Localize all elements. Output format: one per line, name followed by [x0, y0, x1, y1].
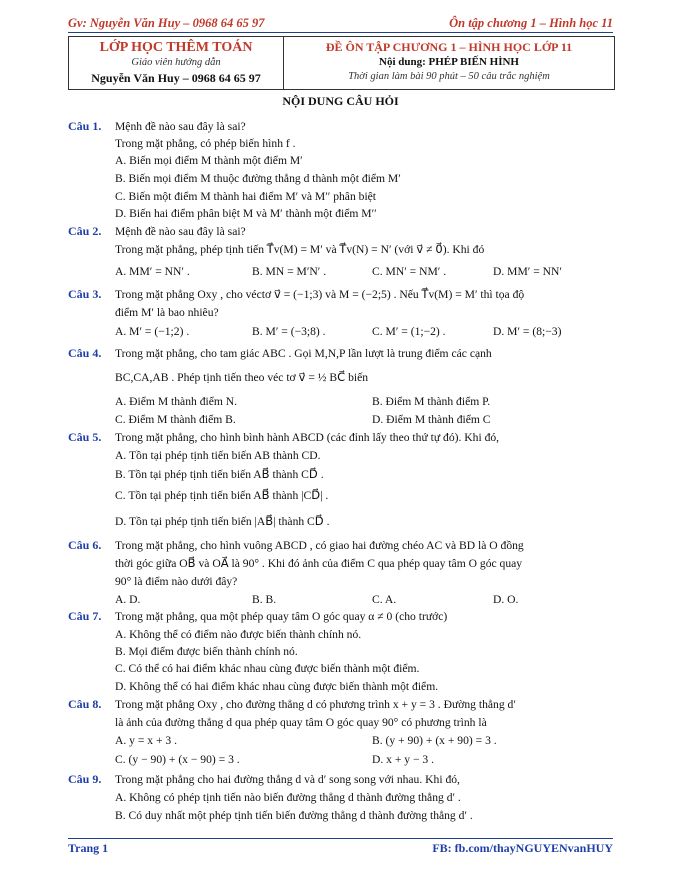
answer-option: B. Biến mọi điểm M thuộc đường thẳng d thành một điểm M′	[115, 172, 401, 185]
question-number: Câu 2.	[68, 224, 102, 238]
exam-title: ĐỀ ÔN TẬP CHƯƠNG 1 – HÌNH HỌC LỚP 11	[325, 40, 573, 54]
exam-topic: Nội dung: PHÉP BIẾN HÌNH	[379, 56, 519, 68]
answer-option: D. x + y − 3 .	[372, 753, 435, 766]
question-number: Câu 8.	[68, 697, 102, 711]
answer-option: C. (y − 90) + (x − 90) = 3 .	[115, 753, 240, 766]
answer-option: C. MN′ = NM′ .	[372, 265, 447, 278]
question-text: Trong mặt phẳng, cho tam giác ABC . Gọi M,N,P lần lượt là trung điểm các cạnh	[115, 347, 492, 360]
answer-option: C. M′ = (1;−2) .	[372, 325, 446, 338]
question-number: Câu 3.	[68, 287, 102, 301]
question-text: thời góc giữa OB⃗ và OA⃗ là 90° . Khi đó ảnh của điểm C qua phép quay tâm O góc quay	[115, 557, 523, 570]
question-text: Trong mặt phẳng Oxy , cho đường thẳng d có phương trình x + y = 3 . Đường thẳng d′	[115, 698, 516, 711]
answer-option: B. MN = M′N′ .	[252, 265, 327, 278]
answer-option: A. Không có phép tịnh tiến nào biến đường thẳng d thành đường thẳng d′ .	[115, 791, 461, 804]
question-text: Trong mặt phẳng, có phép biến hình f .	[115, 137, 296, 150]
page-header	[68, 15, 613, 33]
answer-option: A. M′ = (−1;2) .	[115, 325, 190, 338]
answer-option: C. Có thể có hai điểm khác nhau cùng được biến thành một điểm.	[115, 662, 420, 675]
answer-option: B. Tồn tại phép tịnh tiến biến AB⃗ thành CD⃗ .	[115, 468, 324, 481]
page-footer	[68, 838, 613, 855]
answer-option: A. Biến mọi điểm M thành một điểm M′	[115, 154, 303, 167]
answer-option: D. O.	[493, 593, 519, 606]
question-text: BC,CA,AB . Phép tịnh tiến theo véc tơ v⃗ = ½ BC⃗ biến	[115, 371, 369, 384]
facebook-link[interactable]: FB: fb.com/thayNGUYENvanHUY	[432, 841, 613, 855]
answer-option: D. M′ = (8;−3)	[493, 325, 562, 338]
question-number: Câu 4.	[68, 346, 102, 360]
question-text: Trong mặt phẳng Oxy , cho véctơ v⃗ = (−1;3) và M = (−2;5) . Nếu T⃗v(M) = M′ thì tọa độ	[115, 288, 525, 301]
answer-option: D. Tồn tại phép tịnh tiến biến |AB⃗| thành CD⃗ .	[115, 515, 330, 528]
question-text: Trong mặt phẳng, qua một phép quay tâm O góc quay α ≠ 0 (cho trước)	[115, 610, 448, 623]
answer-option: A. Không thể có điểm nào được biến thành chính nó.	[115, 628, 362, 641]
title-box	[68, 36, 615, 90]
answer-option: B. M′ = (−3;8) .	[252, 325, 326, 338]
answer-option: C. A.	[372, 593, 397, 606]
answer-option: C. Điểm M thành điểm B.	[115, 413, 236, 426]
question-number: Câu 6.	[68, 538, 102, 552]
answer-option: B. B.	[252, 593, 277, 606]
answer-option: A. MM′ = NN′ .	[115, 265, 190, 278]
question-text: Trong mặt phẳng cho hai đường thẳng d và d′ song song với nhau. Khi đó,	[115, 773, 460, 786]
header-chapter: Ôn tập chương 1 – Hình học 11	[449, 16, 613, 30]
question-text: Mệnh đề nào sau đây là sai?	[115, 120, 246, 133]
exam-time: Thời gian làm bài 90 phút – 50 câu trắc nghiệm	[348, 71, 550, 82]
answer-option: B. Mọi điểm được biến thành chính nó.	[115, 645, 298, 658]
question-text: Mệnh đề nào sau đây là sai?	[115, 225, 246, 238]
answer-option: A. Tồn tại phép tịnh tiến biến AB thành CD.	[115, 449, 321, 462]
answer-option: D. Biến hai điểm phân biệt M và M′ thành một điểm M′′	[115, 207, 377, 220]
class-title: LỚP HỌC THÊM TOÁN	[99, 40, 253, 55]
answer-option: C. Tồn tại phép tịnh tiến biến AB⃗ thành |CD⃗| .	[115, 489, 329, 502]
answer-option: B. Điểm M thành điểm P.	[372, 395, 491, 408]
answer-option: B. Có duy nhất một phép tịnh tiến biến đường thẳng d thành đường thẳng d′ .	[115, 809, 473, 822]
answer-option: D. Điểm M thành điểm C	[372, 413, 491, 426]
question-text: Trong mặt phẳng, cho hình vuông ABCD , có giao hai đường chéo AC và BD là O đồng	[115, 539, 524, 552]
answer-option: B. (y + 90) + (x + 90) = 3 .	[372, 734, 497, 747]
section-title: NỘI DUNG CÂU HỎI	[282, 94, 399, 108]
page-number: Trang 1	[68, 841, 109, 855]
question-text: điểm M′ là bao nhiêu?	[115, 306, 219, 319]
question-number: Câu 7.	[68, 609, 102, 623]
answer-option: D. Không thể có hai điểm khác nhau cùng được biến thành một điểm.	[115, 680, 439, 693]
header-teacher: Gv: Nguyễn Văn Huy – 0968 64 65 97	[68, 16, 265, 30]
answer-option: A. y = x + 3 .	[115, 734, 178, 747]
question-number: Câu 1.	[68, 119, 102, 133]
question-number: Câu 9.	[68, 772, 102, 786]
answer-option: D. MM′ = NN′	[493, 265, 562, 278]
question-text: là ảnh của đường thẳng d qua phép quay tâm O góc quay 90° có phương trình là	[115, 716, 487, 729]
teacher-name: Nguyễn Văn Huy – 0968 64 65 97	[91, 71, 261, 85]
question-text: Trong mặt phẳng, phép tịnh tiến T⃗v(M) = M′ và T⃗v(N) = N′ (với v⃗ ≠ 0⃗). Khi đó	[115, 243, 485, 256]
answer-option: C. Biến một điểm M thành hai điểm M′ và M′′ phân biệt	[115, 190, 377, 203]
answer-option: A. Điểm M thành điểm N.	[115, 395, 238, 408]
question-text: 90° là điểm nào dưới đây?	[115, 575, 238, 588]
teacher-role: Giáo viên hướng dẫn	[131, 57, 221, 68]
question-text: Trong mặt phẳng, cho hình bình hành ABCD (các đỉnh lấy theo thứ tự đó). Khi đó,	[115, 431, 500, 444]
answer-option: A. D.	[115, 593, 141, 606]
question-number: Câu 5.	[68, 430, 102, 444]
